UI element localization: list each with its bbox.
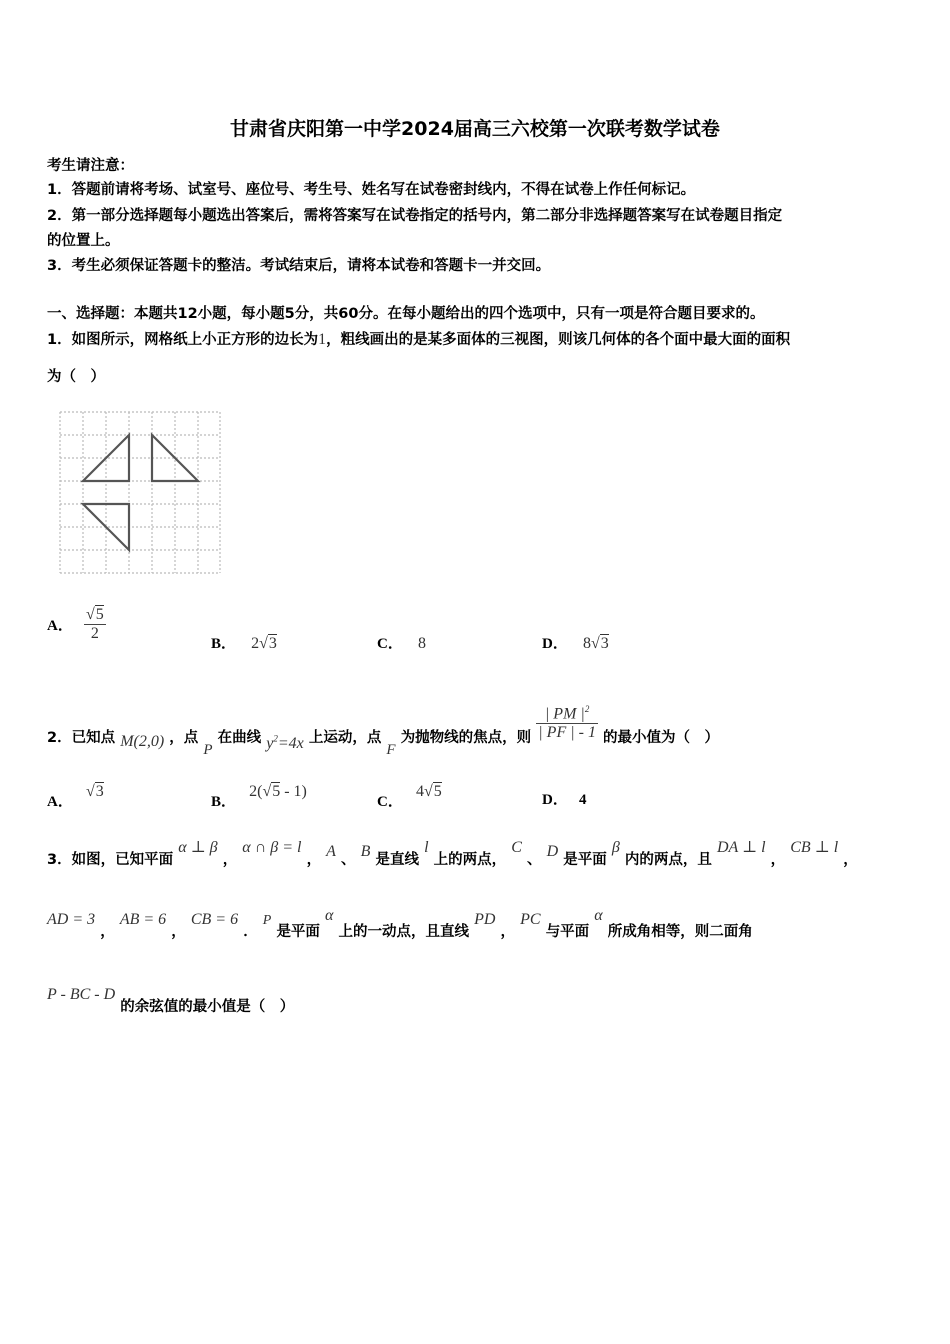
q1-option-a-value: $\frac{√5}{2}$ (85, 606, 104, 642)
option-label: B． (211, 794, 237, 810)
option-label: D． (542, 792, 568, 808)
page-title: 甘肃省庆阳第一中学2024届高三六校第一次联考数学试卷 (230, 118, 720, 140)
question-1-line1 (47, 328, 790, 349)
q2-option-d-value: 4 (578, 792, 587, 808)
question-1-line2: 为（ ） (47, 369, 105, 385)
notice-item-2: 2．第一部分选择题每小题选出答案后，需将答案写在试卷指定的括号内，第二部分非选择题答案写在试卷题目指定 (47, 208, 783, 224)
q2-option-d[interactable] (542, 788, 586, 809)
q2-fraction: $\frac{| PM |^2}{| PF | - 1}$ (538, 704, 596, 742)
q2-option-a[interactable] (47, 780, 104, 810)
q1-option-c[interactable] (377, 632, 426, 653)
q1-option-c-value: 8 (417, 635, 426, 652)
q2-option-c[interactable] (377, 780, 442, 810)
section-heading: 一、选择题：本题共12小题，每小题5分，共60分。在每小题给出的四个选项中，只有一项是符合题目要求的。 (47, 306, 765, 322)
q1-text-a: 1．如图所示，网格纸上小正方形的边长为 (47, 332, 319, 348)
q1-option-b-value: 2√3 (251, 635, 277, 652)
option-label: A． (47, 618, 73, 634)
q1-option-a[interactable] (47, 606, 106, 643)
question-3-line2: AD = 3 ， AB = 6 ， CB = 6 ． P 是平面 α 上的一动点，且直线 PD ， PC 与平面 α 所成角相等，则二面角 (47, 907, 753, 940)
notice-item-1: 1．答题前请将考场、试室号、座位号、考生号、姓名写在试卷密封线内，不得在试卷上作任何标记。 (47, 182, 696, 198)
notice-heading: 考生请注意： (47, 158, 134, 174)
q2-option-c-value: 4√5 (415, 783, 442, 800)
q1-option-d-value: 8√3 (582, 635, 609, 652)
notice-item-2-cont: 的位置上。 (47, 233, 120, 249)
question-3-line1: 3．如图，已知平面 α ⊥ β ， α ∩ β = l ， A 、 B 是直线 l 上的两点， C 、 D 是平面 β 内的两点，且 DA ⊥ l ， CB ⊥ l ， (47, 839, 858, 868)
option-label: A． (47, 794, 73, 810)
option-label: C． (377, 794, 403, 810)
q1-side-length: 1 (318, 331, 327, 348)
question-2: 2．已知点 M(2,0) ，点 P 在曲线 $y^2=4x$ 上运动，点 F 为抛物线的焦点，则 $\frac{| PM |^2}{| PF | - 1}$ 的最小值为（ ） (47, 704, 720, 758)
q1-option-d[interactable] (542, 632, 609, 653)
q1-option-b[interactable] (211, 632, 277, 653)
question-3-line3: P - BC - D 的余弦值的最小值是（ ） (47, 986, 295, 1015)
notice-item-3: 3．考生必须保证答题卡的整洁。考试结束后，请将本试卷和答题卡一并交回。 (47, 258, 551, 274)
q2-option-b[interactable] (211, 780, 307, 810)
option-label: B． (211, 636, 237, 652)
q1-text-b: ，粗线画出的是某多面体的三视图，则该几何体的各个面中最大面的面积 (326, 332, 791, 348)
option-label: C． (377, 636, 403, 652)
q2-option-a-value: √3 (85, 783, 104, 800)
three-view-figure (56, 408, 224, 580)
q2-option-b-value: 2(√5 - 1) (249, 783, 307, 800)
option-label: D． (542, 636, 568, 652)
